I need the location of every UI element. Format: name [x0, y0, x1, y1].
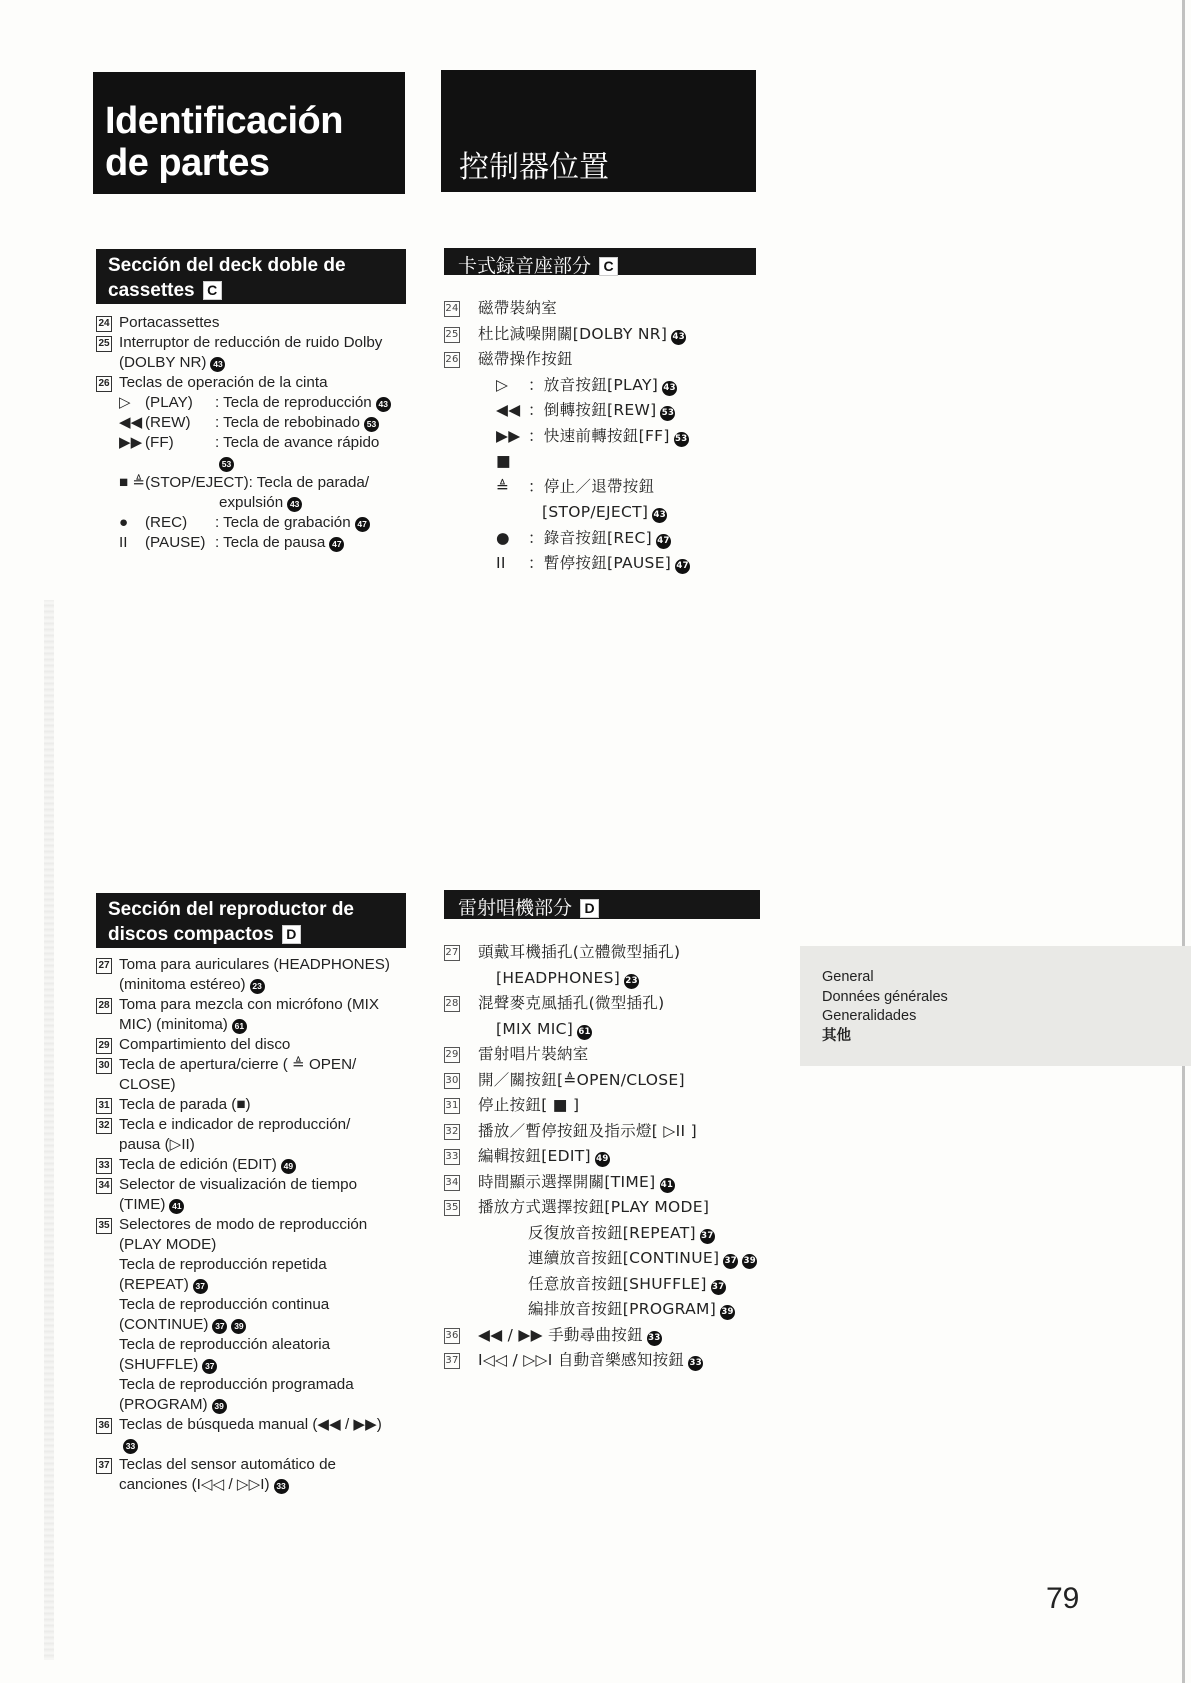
- item-number: 29: [444, 1047, 460, 1063]
- item-text: 雷射唱片裝納室: [478, 1045, 589, 1063]
- symbol-icon: ▷: [119, 394, 131, 411]
- item-number: 29: [96, 1038, 112, 1054]
- item-text-line: pausa (▷II): [119, 1136, 195, 1153]
- item-number: 27: [444, 945, 460, 961]
- item-text-line: CLOSE): [119, 1076, 176, 1093]
- reference-marker: 33: [123, 1439, 138, 1454]
- list-item: [96, 955, 416, 995]
- list-item-sub: [96, 433, 416, 473]
- sub-text: ：停止／退帶按鈕: [528, 477, 655, 496]
- section-c-list-zh: [444, 296, 774, 577]
- reference-marker: 47: [675, 559, 690, 574]
- section-letter-c-zh: C: [599, 257, 618, 276]
- item-number: 32: [96, 1118, 112, 1134]
- item-text: [MIX MIC]: [496, 1019, 574, 1038]
- list-item: [96, 1455, 416, 1495]
- item-number: 25: [96, 336, 112, 352]
- reference-marker: 53: [364, 417, 379, 432]
- sub-label: (PLAY): [145, 394, 193, 411]
- item-text-line: Toma para mezcla con micrófono (MIX: [119, 996, 379, 1013]
- sub-text: : Tecla de rebobinado: [215, 414, 360, 431]
- reference-marker: 39: [720, 1305, 735, 1320]
- reference-marker: 43: [671, 330, 686, 345]
- item-text-line: Tecla de reproducción continua: [119, 1296, 330, 1313]
- page-number: 79: [1046, 1582, 1080, 1615]
- item-text: ◀◀ / ▶▶ 手動尋曲按鈕: [478, 1325, 643, 1344]
- reference-marker: 33: [274, 1479, 289, 1494]
- reference-marker: 37: [723, 1254, 738, 1269]
- item-text: 杜比減噪開關[DOLBY NR]: [478, 324, 668, 343]
- list-item: [96, 313, 416, 333]
- section-d-header-es-line1: Sección del reproductor de: [108, 899, 354, 920]
- scan-edge-right: [1182, 0, 1185, 1683]
- section-d-header-zh-text: 雷射唱機部分: [458, 897, 573, 919]
- list-item: [444, 966, 774, 992]
- item-number: 25: [444, 327, 460, 343]
- item-text-line: Teclas de operación de la cinta: [119, 374, 328, 391]
- item-text-line: Selector de visualización de tiempo: [119, 1176, 358, 1193]
- sub-label: (REW): [145, 414, 191, 431]
- sub-text: ：暫停按鈕[PAUSE]: [528, 554, 672, 572]
- item-text: 停止按鈕[ ■ ]: [478, 1096, 580, 1114]
- section-c-header-es-line1: Sección del deck doble de: [108, 255, 346, 276]
- list-item: [96, 1415, 416, 1455]
- item-number: 31: [96, 1098, 112, 1114]
- reference-marker: 41: [660, 1178, 675, 1193]
- item-number: 37: [444, 1353, 460, 1369]
- item-text-line: [119, 1435, 416, 1455]
- list-item: [444, 1221, 774, 1247]
- item-number: 28: [444, 996, 460, 1012]
- item-number: 37: [96, 1458, 112, 1474]
- item-number: 26: [444, 352, 460, 368]
- item-text-line: Tecla de reproducción repetida: [119, 1256, 327, 1273]
- item-text: 磁帶裝納室: [478, 299, 558, 317]
- item-text-line: Tecla de edición (EDIT) 49: [119, 1155, 416, 1175]
- section-c-header-zh: [444, 248, 756, 275]
- sidebar-line-general: General: [822, 969, 874, 985]
- sub-text: expulsión 43: [119, 493, 416, 513]
- list-item: [96, 1215, 416, 1295]
- list-item-sub: [444, 526, 774, 552]
- item-number: 33: [444, 1149, 460, 1165]
- reference-marker: 23: [250, 979, 265, 994]
- item-text-line: (CONTINUE) 37 39: [119, 1315, 416, 1335]
- list-item: [444, 1093, 774, 1119]
- list-item: [444, 1042, 774, 1068]
- item-text: 時間顯示選擇開關[TIME]: [478, 1172, 656, 1191]
- item-number: 30: [96, 1058, 112, 1074]
- symbol-icon: ●: [119, 514, 129, 531]
- list-item: [444, 1348, 774, 1374]
- reference-marker: 37: [711, 1280, 726, 1295]
- reference-marker: 47: [329, 537, 344, 552]
- list-item: [444, 296, 774, 322]
- section-c-header-es: [96, 249, 406, 304]
- item-number: 28: [96, 998, 112, 1014]
- reference-marker: 39: [212, 1399, 227, 1414]
- reference-marker: 37: [212, 1319, 227, 1334]
- list-item: [444, 1170, 774, 1196]
- reference-marker: 43: [662, 381, 677, 396]
- list-item-sub: [444, 398, 774, 424]
- item-text-line: Tecla de parada (■): [119, 1096, 251, 1113]
- item-number: 26: [96, 376, 112, 392]
- item-text-line: (DOLBY NR) 43: [119, 353, 416, 373]
- sub-text-ref-line: [119, 453, 416, 473]
- reference-marker: 61: [577, 1025, 592, 1040]
- reference-marker: 47: [355, 517, 370, 532]
- page-title-zh: [441, 70, 756, 192]
- list-item: [444, 1297, 774, 1323]
- list-item: [96, 333, 416, 373]
- symbol-icon: ●: [496, 528, 510, 547]
- list-item: [96, 1175, 416, 1215]
- reference-marker: 33: [647, 1331, 662, 1346]
- item-text-line: Teclas del sensor automático de: [119, 1456, 336, 1473]
- item-text: 播放方式選擇按鈕[PLAY MODE]: [478, 1198, 710, 1216]
- item-text: 反復放音按鈕[REPEAT]: [528, 1223, 696, 1242]
- list-item: [96, 995, 416, 1035]
- item-text: 播放／暫停按鈕及指示燈[ ▷II ]: [478, 1121, 697, 1140]
- item-number: 35: [96, 1218, 112, 1234]
- reference-marker: 61: [232, 1019, 247, 1034]
- list-item: [444, 1272, 774, 1298]
- list-item-sub: [444, 500, 774, 526]
- list-item-sub: [444, 449, 774, 500]
- reference-marker: 43: [210, 357, 225, 372]
- sub-text: ：快速前轉按鈕[FF]: [528, 426, 670, 445]
- item-text: 混聲麥克風插孔(微型插孔): [478, 994, 665, 1012]
- item-text-line: (minitoma estéreo) 23: [119, 975, 416, 995]
- sidebar-line-es: Generalidades: [822, 1008, 917, 1024]
- sub-label: (REC): [145, 514, 188, 531]
- reference-marker: 43: [376, 397, 391, 412]
- item-text: 頭戴耳機插孔(立體微型插孔): [478, 943, 681, 961]
- reference-marker: 43: [652, 508, 667, 523]
- reference-marker: 43: [287, 497, 302, 512]
- item-text-line: Tecla e indicador de reproducción/: [119, 1116, 351, 1133]
- item-number: 27: [96, 958, 112, 974]
- reference-marker: 37: [202, 1359, 217, 1374]
- symbol-icon: ◀◀: [119, 414, 143, 431]
- symbol-icon: ◀◀: [496, 401, 521, 419]
- symbol-icon: ■ ≜: [496, 452, 511, 496]
- item-number: 34: [96, 1178, 112, 1194]
- symbol-icon: ▶▶: [119, 434, 143, 451]
- sub-text: : Tecla de pausa: [215, 534, 326, 551]
- list-item: [444, 1119, 774, 1145]
- reference-marker: 53: [219, 457, 234, 472]
- section-d-header-zh: [444, 890, 760, 919]
- list-item: [96, 1095, 416, 1115]
- section-letter-d-zh: D: [580, 899, 599, 918]
- section-c-list-es: [96, 313, 416, 553]
- section-c-header-es-line2: cassettes: [108, 280, 195, 301]
- sub-text: ：放音按鈕[PLAY]: [528, 375, 659, 394]
- section-d-header-es: [96, 893, 406, 948]
- list-item-sub: [444, 373, 774, 399]
- symbol-icon: ▶▶: [496, 426, 521, 445]
- item-text-line: (PROGRAM) 39: [119, 1395, 416, 1415]
- list-item: [444, 1144, 774, 1170]
- item-number: 33: [96, 1158, 112, 1174]
- section-c-header-zh-text: 卡式録音座部分: [458, 255, 592, 277]
- item-text: [HEADPHONES]: [496, 968, 621, 987]
- sub-text: : Tecla de grabación: [215, 514, 351, 531]
- list-item: [96, 1375, 416, 1415]
- sidebar-tab: [800, 946, 1191, 1066]
- item-text-line: Tecla de reproducción aleatoria: [119, 1336, 331, 1353]
- reference-marker: 33: [688, 1356, 703, 1371]
- sub-label: (STOP/EJECT): Tecla de parada/: [145, 474, 370, 491]
- list-item: [96, 1055, 416, 1095]
- sidebar-line-zh: 其他: [822, 1027, 851, 1044]
- section-d-header-es-line2: discos compactos: [108, 924, 274, 945]
- item-text-line: Toma para auriculares (HEADPHONES): [119, 956, 390, 973]
- item-text-line: Tecla de apertura/cierre ( ≜ OPEN/: [119, 1056, 357, 1073]
- item-text-line: (REPEAT) 37: [119, 1275, 416, 1295]
- list-item: [444, 1323, 774, 1349]
- scan-edge: [44, 600, 54, 1660]
- reference-marker: 49: [281, 1159, 296, 1174]
- item-text-line: Teclas de búsqueda manual (◀◀ / ▶▶): [119, 1416, 382, 1433]
- item-text-line: MIC) (minitoma) 61: [119, 1015, 416, 1035]
- item-number: 24: [96, 316, 112, 332]
- list-item-sub: [96, 473, 416, 513]
- list-item: [96, 1335, 416, 1375]
- list-item: [444, 940, 774, 966]
- reference-marker: 47: [656, 534, 671, 549]
- reference-marker: 39: [742, 1254, 757, 1269]
- item-text-line: (TIME) 41: [119, 1195, 416, 1215]
- list-item-sub: [96, 393, 416, 413]
- reference-marker: 37: [700, 1229, 715, 1244]
- list-item-sub: [96, 533, 416, 553]
- reference-marker: 53: [674, 432, 689, 447]
- sub-text: : Tecla de reproducción: [215, 394, 372, 411]
- list-item: [444, 1195, 774, 1221]
- symbol-icon: ▷: [496, 375, 509, 394]
- sub-text: ：錄音按鈕[REC]: [528, 528, 652, 547]
- reference-marker: 39: [231, 1319, 246, 1334]
- symbol-icon: II: [496, 554, 506, 572]
- sub-label: (FF): [145, 434, 174, 451]
- reference-marker: 23: [624, 974, 639, 989]
- item-text: 編輯按鈕[EDIT]: [478, 1147, 591, 1165]
- reference-marker: 37: [193, 1279, 208, 1294]
- section-letter-d: D: [282, 925, 301, 944]
- title-es-line2: de partes: [105, 142, 270, 184]
- sub-text: ：倒轉按鈕[REW]: [528, 401, 657, 419]
- item-number: 35: [444, 1200, 460, 1216]
- list-item-sub: [96, 513, 416, 533]
- list-item: [96, 1035, 416, 1055]
- list-item: [96, 373, 416, 393]
- section-d-list-zh: [444, 940, 774, 1374]
- reference-marker: 53: [660, 406, 675, 421]
- item-number: 30: [444, 1073, 460, 1089]
- item-text-line: canciones (I◁◁ / ▷▷I) 33: [119, 1475, 416, 1495]
- item-text: 編排放音按鈕[PROGRAM]: [528, 1300, 717, 1318]
- item-number: 36: [96, 1418, 112, 1434]
- item-text: I◁◁ / ▷▷I 自動音樂感知按鈕: [478, 1351, 685, 1369]
- list-item: [444, 1017, 774, 1043]
- reference-marker: 41: [169, 1199, 184, 1214]
- symbol-icon: II: [119, 534, 128, 551]
- sub-text: [STOP/EJECT]: [542, 503, 649, 521]
- sidebar-line-fr: Données générales: [822, 988, 948, 1005]
- item-text-line: Tecla de reproducción programada: [119, 1376, 354, 1393]
- list-item: [444, 347, 774, 373]
- list-item-sub: [96, 413, 416, 433]
- section-letter-c: C: [203, 281, 222, 300]
- list-item: [444, 322, 774, 348]
- item-text: 任意放音按鈕[SHUFFLE]: [528, 1274, 707, 1293]
- list-item-sub: [444, 424, 774, 450]
- item-number: 24: [444, 301, 460, 317]
- reference-marker: 49: [595, 1152, 610, 1167]
- item-text-line: Portacassettes: [119, 314, 220, 331]
- list-item: [444, 991, 774, 1017]
- title-zh: 控制器位置: [459, 150, 609, 185]
- page-title-es: [93, 72, 405, 194]
- sub-label: (PAUSE): [145, 534, 206, 551]
- sub-text: : Tecla de avance rápido: [215, 434, 380, 451]
- symbol-icon: ■ ≜: [119, 474, 146, 491]
- list-item: [96, 1155, 416, 1175]
- title-es-line1: Identificación: [105, 100, 343, 142]
- item-number: 32: [444, 1124, 460, 1140]
- item-text-line: Compartimiento del disco: [119, 1036, 291, 1053]
- item-number: 31: [444, 1098, 460, 1114]
- item-text-line: Selectores de modo de reproducción: [119, 1216, 368, 1233]
- item-text-line: (PLAY MODE): [119, 1236, 217, 1253]
- item-text: 開／關按鈕[≜OPEN/CLOSE]: [478, 1070, 685, 1089]
- item-number: 36: [444, 1328, 460, 1344]
- list-item: [444, 1068, 774, 1094]
- item-text: 連續放音按鈕[CONTINUE]: [528, 1249, 720, 1267]
- list-item: [96, 1115, 416, 1155]
- item-text-line: Interruptor de reducción de ruido Dolby: [119, 334, 383, 351]
- item-text: 磁帶操作按鈕: [478, 350, 573, 368]
- item-number: 34: [444, 1175, 460, 1191]
- list-item-sub: [444, 551, 774, 577]
- list-item: [444, 1246, 774, 1272]
- item-text-line: (SHUFFLE) 37: [119, 1355, 416, 1375]
- section-d-list-es: [96, 955, 416, 1495]
- list-item: [96, 1295, 416, 1335]
